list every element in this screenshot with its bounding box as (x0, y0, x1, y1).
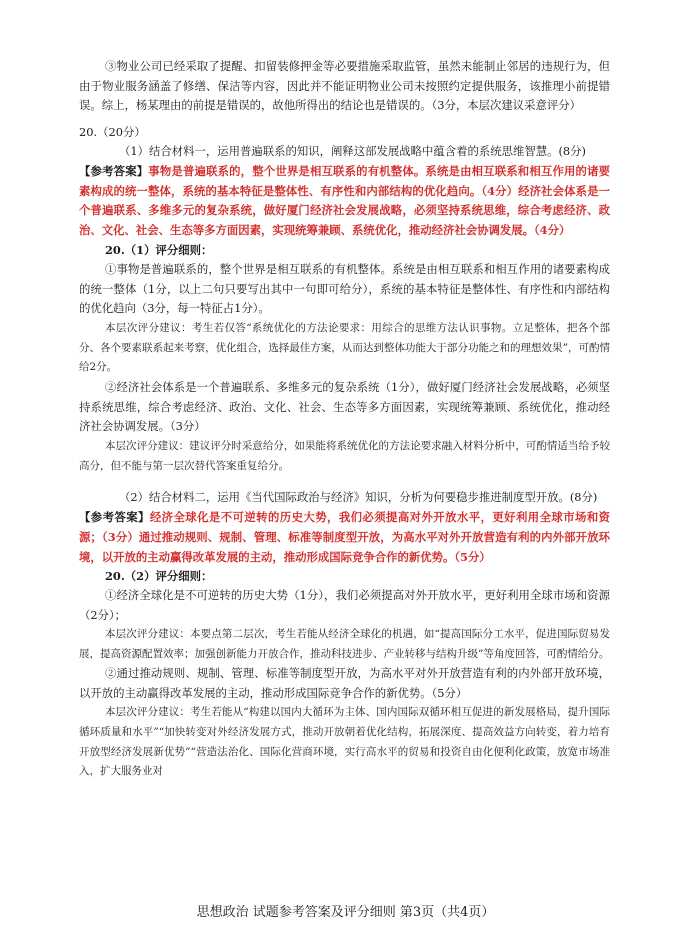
question-20-1-prompt: （1）结合材料一，运用普遍联系的知识，阐释这部发展战略中蕴含着的系统思维智慧。(8分) (119, 144, 586, 158)
reference-answer-text: 事物是普遍联系的，整个世界是相互联系的有机整体。系统是由相互联系和相互作用的诸要素构成的统一整体，系统的基本特征是整体性、有序性和内部结构的优化趋向。（4分）经济社会体系是一个普遍联系、多维多元的复杂系统，做好厦门经济社会发展战略，必须坚持系统思维，综合考虑经济、政治、文化、社会、生态等多方面因素，实现统筹兼顾、系统优化，推动经济社会协调发展。（4分） (79, 164, 611, 238)
reference-answer-text: 经济全球化是不可逆转的历史大势，我们必须提高对外开放水平，更好利用全球市场和资源；（3分）通过推动规则、规制、管理、标准等制度型开放，为高水平对外开放营造有利的内外部开放环境，以开放的主动赢得改革发展的主动，推动形成国际竞争合作的新优势。（5分） (79, 510, 610, 564)
rule-2-point-2: ②通过推动规则、规制、管理、标准等制度型开放，为高水平对外开放营造有利的内外部开放环境，以开放的主动赢得改革发展的主动，推动形成国际竞争合作的新优势。（5分） (79, 666, 610, 700)
page-footer: 思想政治 试题参考答案及评分细则 第3页（共4页） (196, 905, 495, 920)
rule-2-suggestion-2: 本层次评分建议：考生若能从“构建以国内大循环为主体、国内国际双循环相互促进的新发展格局，提升国际循环质量和水平”“加快转变对外经济发展方式，推动开放朝着优化结构，拓展深度、提高效益方向转变，着力培育开放型经济发展新优势”“营造法治化、国际化营商环境，实行高水平的贸易和投资自由化便利化政策，放宽市场准入，扩大服务业对 (79, 706, 610, 778)
reference-answer-2 (79, 508, 610, 567)
question-20-2-prompt: （2）结合材料二，运用《当代国际政治与经济》知识，分析为何要稳步推进制度型开放。(8分) (119, 490, 598, 505)
rule-1-point-2: ②经济社会体系是一个普遍联系、多维多元的复杂系统（1分），做好厦门经济社会发展战略，必须坚持系统思维，综合考虑经济、政治、文化、社会、生态等多方面因素，实现统筹兼顾、系统优化，推动经济社会协调发展。（3分） (79, 380, 610, 434)
reference-answer-label: 【参考答案】 (79, 164, 149, 178)
scoring-rules-2-title: 20.（2）评分细则： (105, 569, 213, 584)
rule-1-point-1: ①事物是普遍联系的，整个世界是相互联系的有机整体。系统是由相互联系和相互作用的诸要素构成的统一整体（1分，以上二句只要写出其中一句即可给分），系统的基本特征是整体性、有序性和内部结构的优化趋向（3分，每一特征占1分）。 (79, 262, 610, 316)
rule-1-suggestion-2: 本层次评分建议：建议评分时采意给分，如果能将系统优化的方法论要求融入材料分析中，可酌情适当给予较高分，但不能与第一层次替代答案重复给分。 (79, 440, 610, 472)
question-20-title: 20.（20分） (79, 125, 146, 139)
rule-1-suggestion-1: 本层次评分建议：考生若仅答“系统优化的方法论要求：用综合的思维方法认识事物。立足整体，把各个部分、各个要素联系起来考察，优化组合，选择最佳方案，从而达到整体功能大于部分功能之和的理想效果”，可酌情给2分。 (79, 322, 610, 374)
rule-2-suggestion-1: 本层次评分建议：本要点第二层次，考生若能从经济全球化的机遇，如“提高国际分工水平，促进国际贸易发展，提高资源配置效率；加强创新能力开放合作，推动科技进步、产业转移与结构升级”等角度回答，可酌情给分。 (79, 628, 610, 660)
scoring-rules-1-title: 20.（1）评分细则： (105, 243, 213, 257)
point-3-paragraph: ③物业公司已经采取了提醒、扣留装修押金等必要措施采取监管，虽然未能制止邻居的违规行为，但由于物业服务涵盖了修缮、保洁等内容，因此并不能证明物业公司未按照约定提供服务，该推理小前提错误。综上，杨某理由的前提是错误的，故他所得出的结论也是错误的。（3分，本层次建议采意评分） (79, 59, 610, 113)
reference-answer-1 (79, 162, 610, 241)
reference-answer-label: 【参考答案】 (79, 510, 150, 525)
rule-2-point-1: ①经济全球化是不可逆转的历史大势（1分），我们必须提高对外开放水平，更好利用全球市场和资源（2分）； (79, 588, 610, 622)
